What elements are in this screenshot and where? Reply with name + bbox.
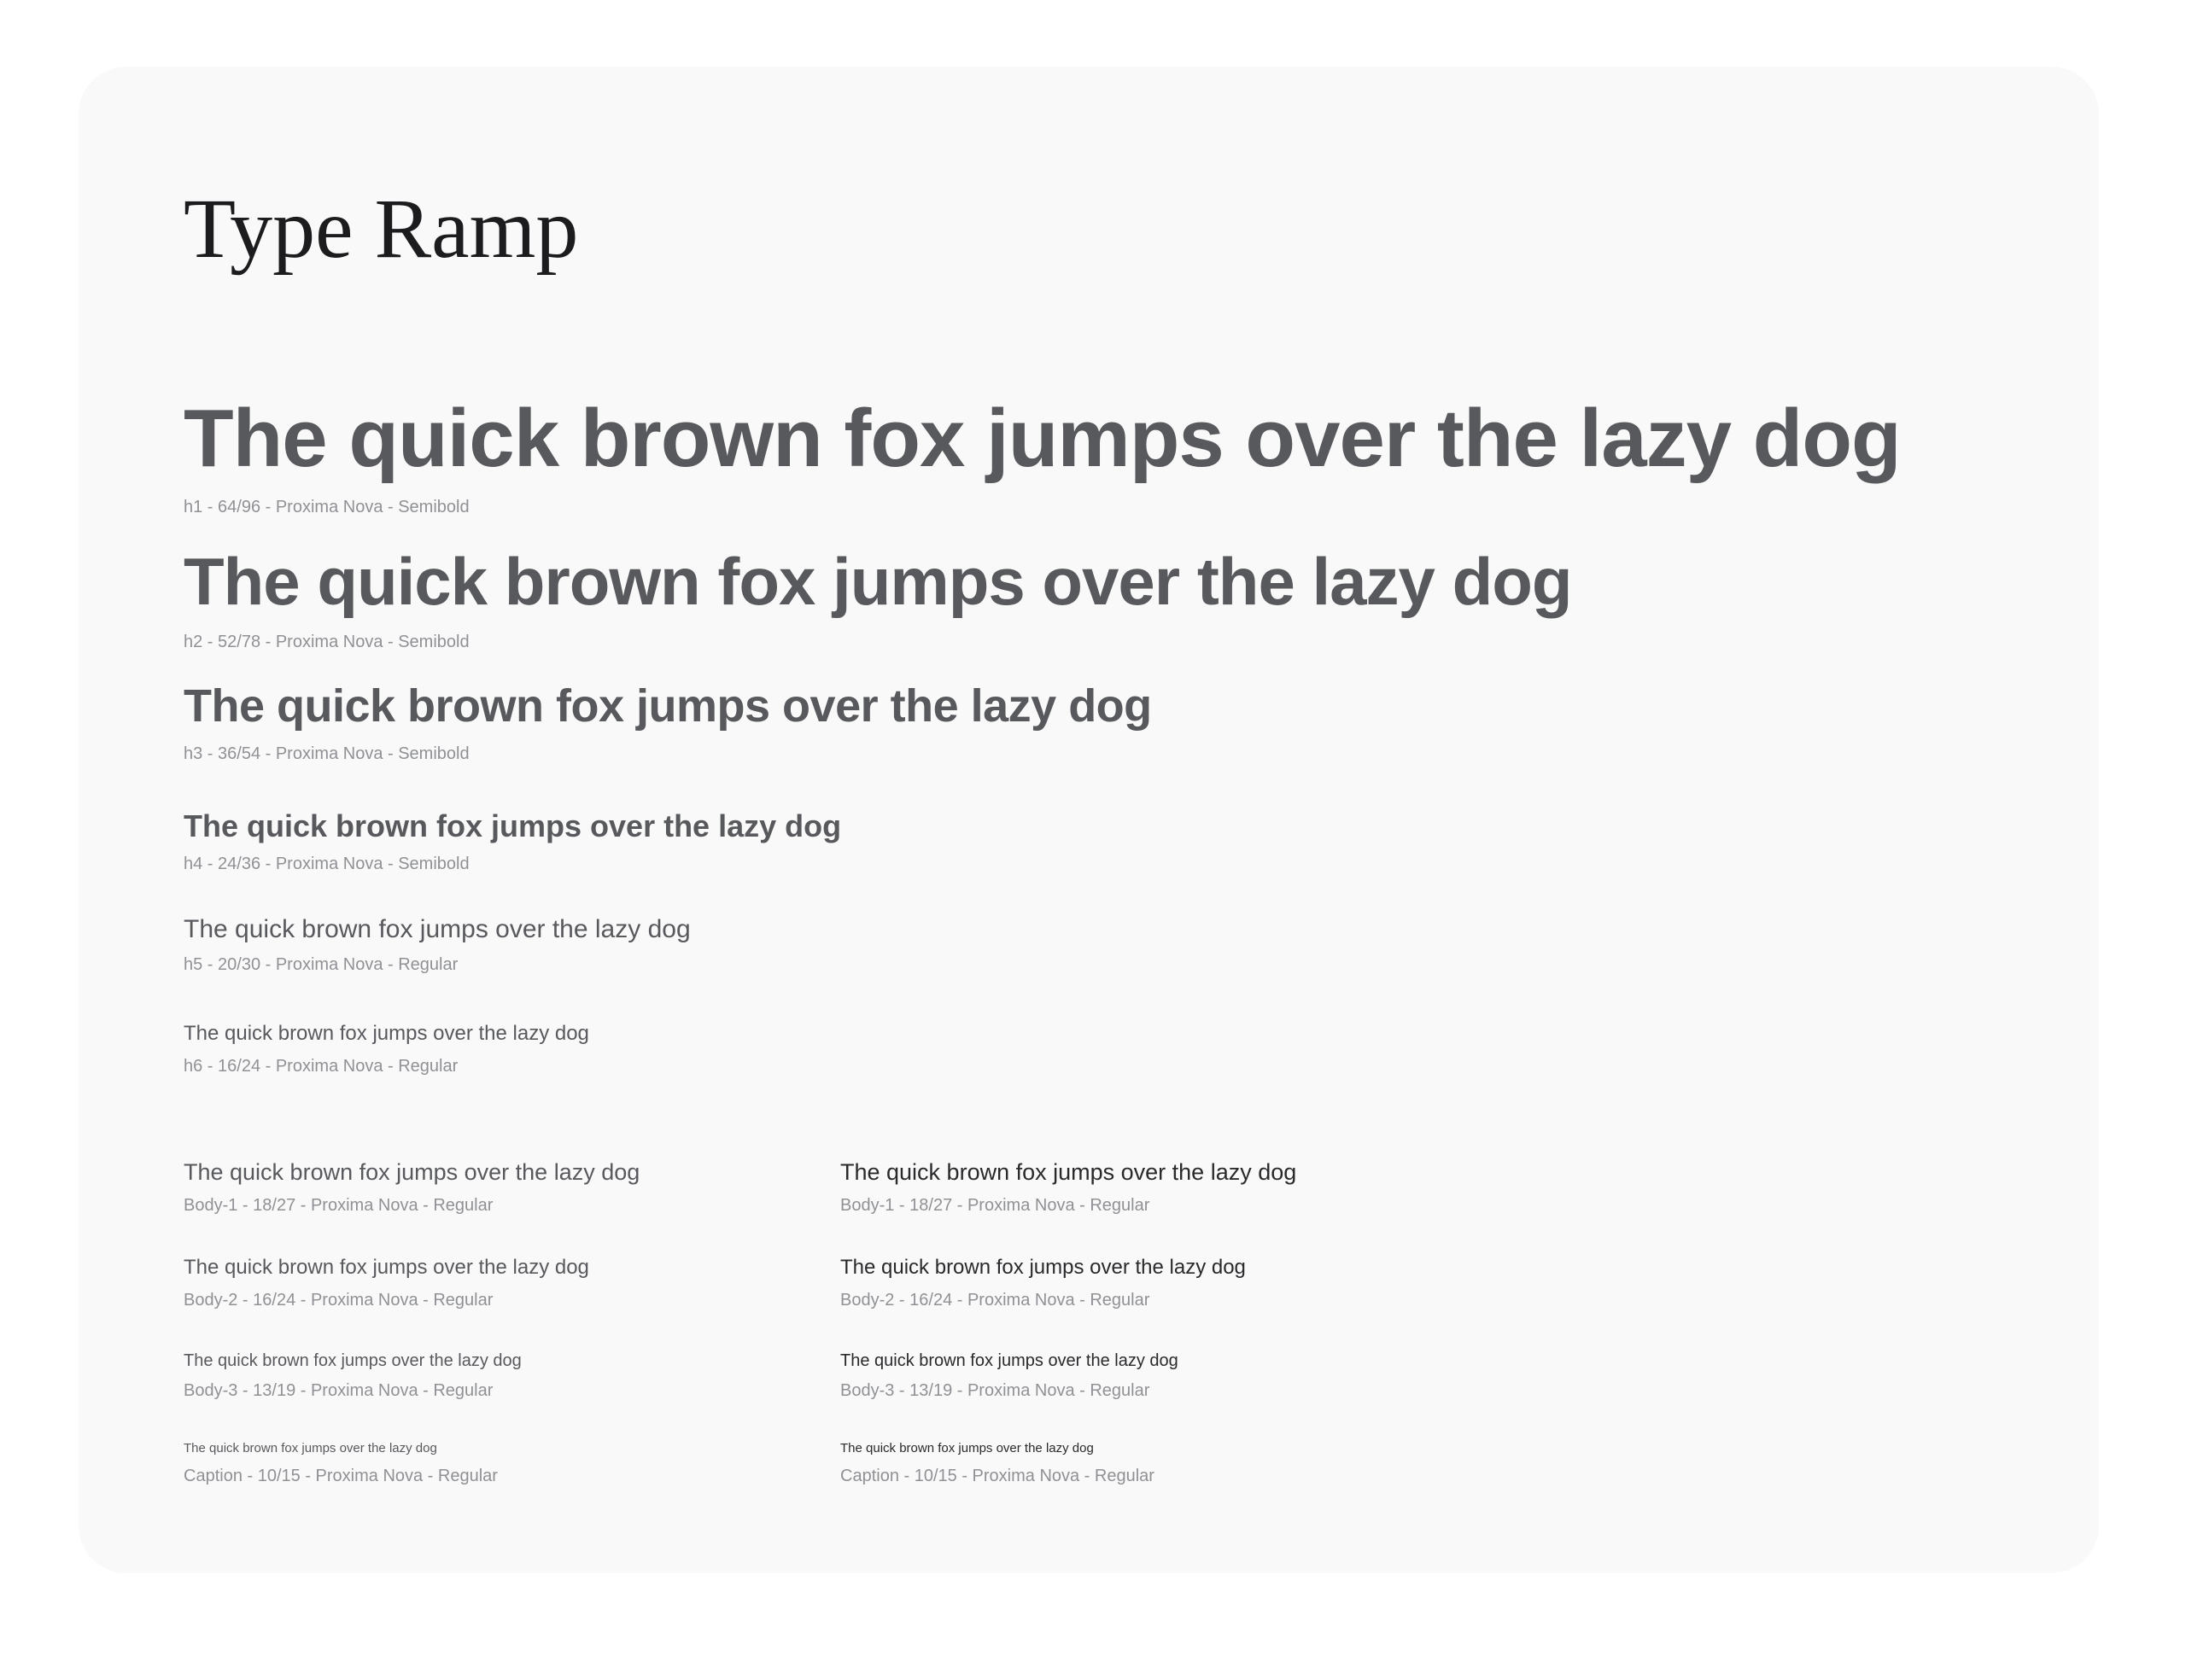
body-2-left-item xyxy=(184,1256,840,1311)
type-ramp-row-h4 xyxy=(184,808,1996,875)
body-1-left-spec-label: Body-1 - 18/27 - Proxima Nova - Regular xyxy=(184,1195,494,1215)
caption-left-spec-label: Caption - 10/15 - Proxima Nova - Regular xyxy=(184,1466,498,1485)
caption-left-item xyxy=(184,1441,840,1487)
h1-sample-text: The quick brown fox jumps over the lazy dog xyxy=(184,393,1901,484)
type-ramp-row-h6 xyxy=(184,1022,1996,1077)
caption-right-spec-label: Caption - 10/15 - Proxima Nova - Regular xyxy=(840,1466,1154,1485)
type-ramp-card xyxy=(79,67,2099,1573)
body-styles-column-left xyxy=(184,1158,840,1487)
body-1-right-spec-label: Body-1 - 18/27 - Proxima Nova - Regular xyxy=(840,1195,1150,1215)
caption-right-sample-text: The quick brown fox jumps over the lazy dog xyxy=(840,1440,1094,1455)
type-ramp-row-h2 xyxy=(184,542,1996,653)
h6-sample-text: The quick brown fox jumps over the lazy dog xyxy=(184,1021,589,1045)
caption-left-sample-text: The quick brown fox jumps over the lazy dog xyxy=(184,1440,437,1455)
type-ramp-row-h1 xyxy=(184,389,1996,518)
body-2-left-spec-label: Body-2 - 16/24 - Proxima Nova - Regular xyxy=(184,1290,494,1310)
h5-sample-text: The quick brown fox jumps over the lazy dog xyxy=(184,914,691,943)
body-3-left-spec-label: Body-3 - 13/19 - Proxima Nova - Regular xyxy=(184,1380,494,1400)
body-2-right-spec-label: Body-2 - 16/24 - Proxima Nova - Regular xyxy=(840,1290,1150,1310)
h2-sample-text: The quick brown fox jumps over the lazy dog xyxy=(184,544,1572,620)
type-ramp-row-h5 xyxy=(184,914,1996,976)
body-styles-section xyxy=(184,1158,1996,1487)
caption-right-item xyxy=(840,1441,1497,1487)
h3-spec-label: h3 - 36/54 - Proxima Nova - Semibold xyxy=(184,744,470,763)
h3-sample-text: The quick brown fox jumps over the lazy dog xyxy=(184,680,1152,732)
body-3-right-sample-text: The quick brown fox jumps over the lazy dog xyxy=(840,1350,1178,1370)
type-ramp-section xyxy=(184,389,1996,1077)
body-1-right-sample-text: The quick brown fox jumps over the lazy dog xyxy=(840,1158,1297,1185)
h5-spec-label: h5 - 20/30 - Proxima Nova - Regular xyxy=(184,954,459,974)
body-styles-column-right xyxy=(840,1158,1497,1487)
body-2-right-sample-text: The quick brown fox jumps over the lazy dog xyxy=(840,1255,1246,1279)
body-2-left-sample-text: The quick brown fox jumps over the lazy dog xyxy=(184,1255,589,1279)
body-1-left-sample-text: The quick brown fox jumps over the lazy dog xyxy=(184,1158,640,1185)
h1-spec-label: h1 - 64/96 - Proxima Nova - Semibold xyxy=(184,498,470,517)
type-ramp-row-h3 xyxy=(184,679,1996,765)
page-title: Type Ramp xyxy=(184,181,579,276)
body-3-right-spec-label: Body-3 - 13/19 - Proxima Nova - Regular xyxy=(840,1380,1150,1400)
body-3-left-sample-text: The quick brown fox jumps over the lazy dog xyxy=(184,1350,522,1370)
body-1-left-item xyxy=(184,1158,840,1216)
h4-sample-text: The quick brown fox jumps over the lazy dog xyxy=(184,808,842,843)
h2-spec-label: h2 - 52/78 - Proxima Nova - Semibold xyxy=(184,632,470,651)
h4-spec-label: h4 - 24/36 - Proxima Nova - Semibold xyxy=(184,854,470,873)
h6-spec-label: h6 - 16/24 - Proxima Nova - Regular xyxy=(184,1056,459,1076)
body-3-left-item xyxy=(184,1350,840,1402)
body-3-right-item xyxy=(840,1350,1497,1402)
body-2-right-item xyxy=(840,1256,1497,1311)
body-1-right-item xyxy=(840,1158,1497,1216)
